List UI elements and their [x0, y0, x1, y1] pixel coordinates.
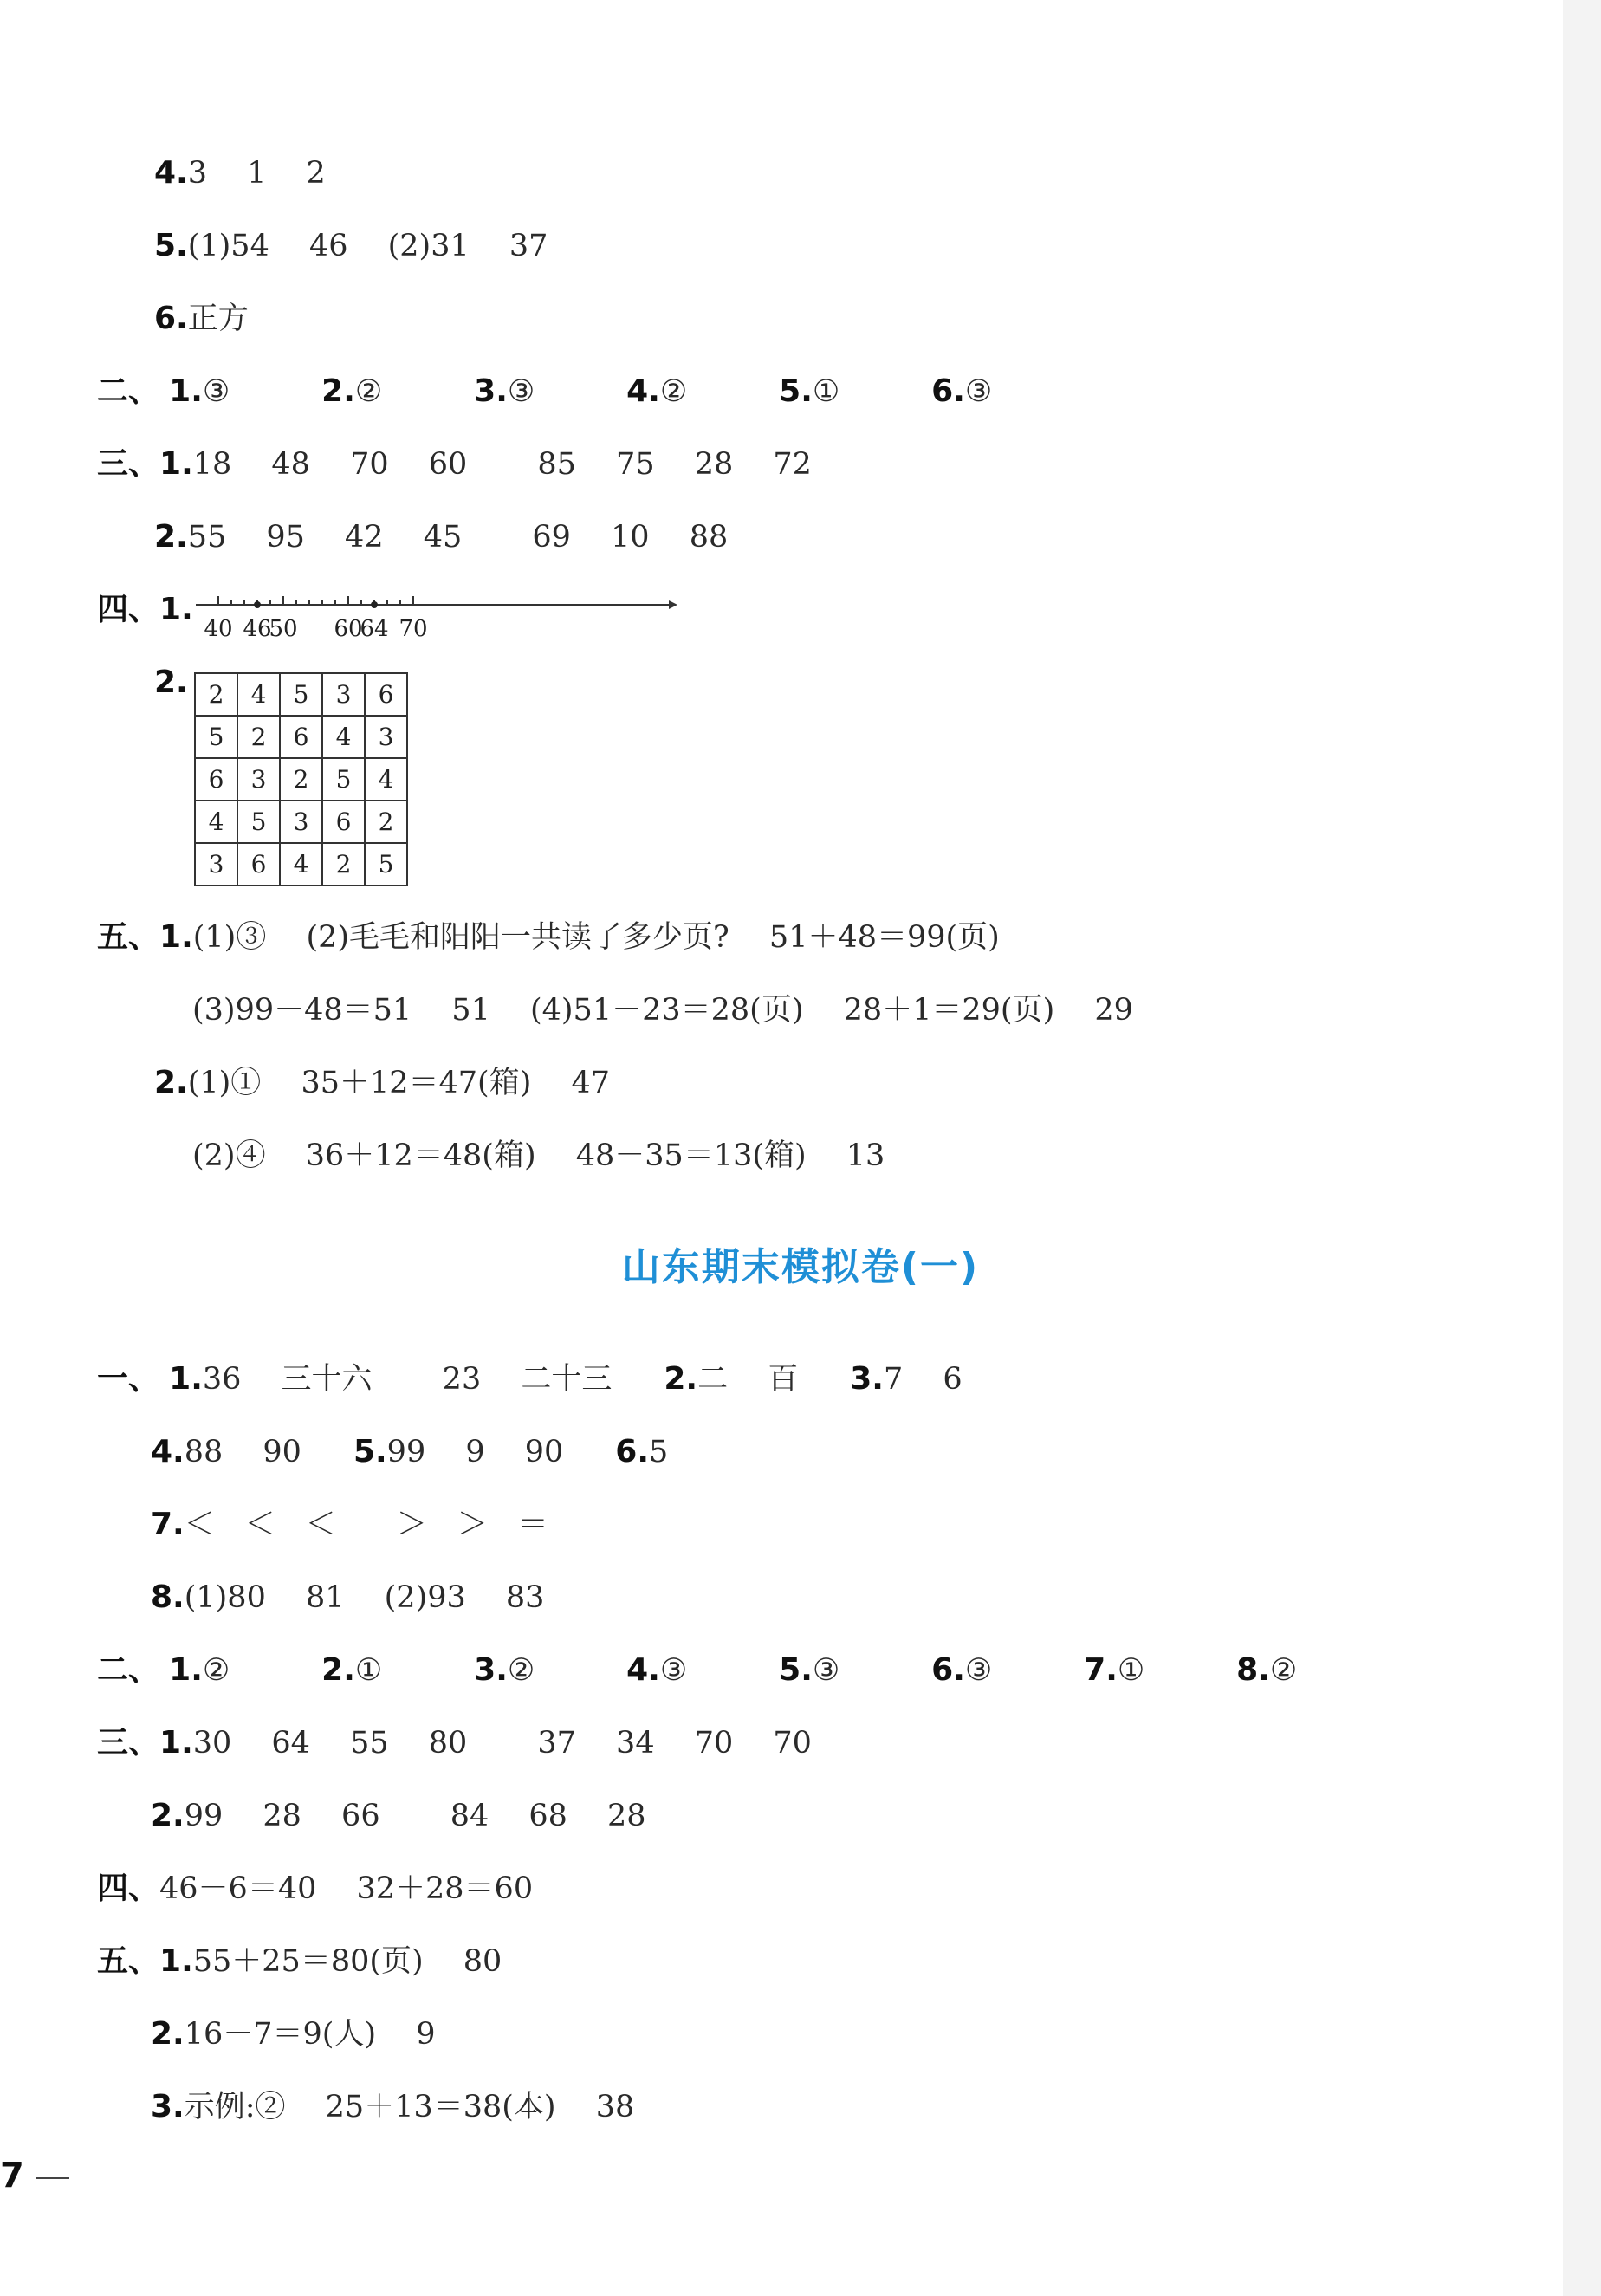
question-number: 2. [154, 1065, 188, 1100]
grid-row [195, 758, 407, 801]
grid-cell: 4 [280, 843, 322, 885]
answer-text: ③ [812, 1653, 840, 1688]
answer-line [97, 1716, 812, 1771]
answer-item [779, 364, 931, 419]
answer-line [97, 1861, 533, 1917]
question-number: 1. [159, 446, 193, 482]
answer-text: ① [812, 374, 840, 409]
grid-cell: 2 [322, 843, 365, 885]
grid-cell: 6 [365, 673, 407, 716]
question-number: 5. [779, 1652, 813, 1688]
answer-text: ② [202, 1653, 230, 1688]
answer-item [664, 1352, 798, 1407]
number-grid [194, 672, 408, 886]
question-number: 5. [353, 1434, 387, 1469]
question-number: 5. [154, 228, 188, 263]
question-number: 2. [151, 1798, 185, 1833]
answer-text: 16－7＝9(人) 9 [184, 2017, 436, 2052]
number-line-ticks [204, 596, 427, 642]
answer-text: ① [1117, 1653, 1145, 1688]
answer-line [154, 218, 548, 274]
question-number: 6. [154, 301, 188, 336]
answer-text: ③ [202, 374, 230, 409]
grid-cell: 5 [237, 801, 280, 843]
question-number: 1. [159, 919, 193, 955]
question-number: 8. [1236, 1652, 1270, 1688]
answer-text: ③ [507, 374, 535, 409]
question-number: 2. [321, 373, 355, 409]
question-number: 6. [931, 1652, 965, 1688]
answer-line [97, 1934, 502, 1989]
answer-text: 55 95 42 45 69 10 88 [187, 520, 729, 555]
answer-text: 5 [649, 1435, 669, 1469]
answer-item [1236, 1643, 1389, 1698]
question-number: 2. [154, 519, 188, 555]
number-line-label: 50 [269, 616, 298, 642]
answer-text: 7 6 [883, 1362, 963, 1397]
question-number: 4. [151, 1434, 185, 1469]
section-heading: 二、 [97, 1652, 160, 1688]
question-number: 4. [626, 373, 660, 409]
question-number: 7. [1084, 1652, 1118, 1688]
answer-item [931, 364, 1084, 419]
question-number: 7. [151, 1507, 185, 1542]
grid-cell: 5 [322, 758, 365, 801]
grid-cell: 2 [280, 758, 322, 801]
choice-list [169, 374, 1084, 409]
question-number: 1. [159, 1943, 193, 1979]
question-number: 2. [321, 1652, 355, 1688]
number-line-point [371, 601, 378, 608]
number-line [194, 582, 679, 643]
section-heading: 三、 [97, 1725, 160, 1761]
section-title: 山东期末模拟卷(一) [621, 1245, 980, 1289]
answer-item [626, 1643, 779, 1698]
answer-line [192, 1128, 885, 1184]
question-number: 3. [474, 1652, 508, 1688]
grid-row [195, 801, 407, 843]
answer-line [154, 509, 728, 565]
answer-item [321, 364, 474, 419]
answer-text: 二 百 [697, 1362, 799, 1397]
answer-text: ② [659, 374, 688, 409]
section-heading: 五、 [97, 919, 160, 955]
grid-cell: 6 [237, 843, 280, 885]
grid-cell: 6 [322, 801, 365, 843]
answer-text: (3)99－48＝51 51 (4)51－23＝28(页) 28＋1＝29(页) 29 [192, 993, 1133, 1028]
question-number: 1. [169, 1652, 203, 1688]
grid-cell: 5 [365, 843, 407, 885]
answer-text: 30 64 55 80 37 34 70 70 [192, 1726, 812, 1761]
answer-line [151, 1497, 548, 1553]
question-number: 6. [931, 373, 965, 409]
answer-line [151, 1424, 668, 1480]
answer-line [151, 2007, 436, 2062]
answer-line [97, 1643, 1389, 1698]
grid-cell: 3 [195, 843, 237, 885]
answer-item [850, 1352, 962, 1407]
question-number: 3. [474, 373, 508, 409]
answer-text: (1)① 35＋12＝47(箱) 47 [187, 1066, 611, 1100]
arrow-icon [669, 600, 677, 609]
grid-cell: 3 [365, 716, 407, 758]
answer-line [97, 364, 1084, 419]
grid-cell: 6 [195, 758, 237, 801]
answer-line [154, 291, 249, 347]
answer-text: 55＋25＝80(页) 80 [192, 1944, 502, 1979]
grid-row [195, 843, 407, 885]
answer-item [931, 1643, 1084, 1698]
question-number: 3. [850, 1361, 884, 1397]
answer-text: ③ [964, 1653, 993, 1688]
grid-cell: 4 [365, 758, 407, 801]
answer-text: ① [354, 1653, 383, 1688]
answer-text: 46－6＝40 32＋28＝60 [159, 1871, 534, 1906]
answer-item [615, 1424, 668, 1480]
answer-text: (1)80 81 (2)93 83 [184, 1580, 545, 1615]
section-heading: 一、 [97, 1361, 160, 1397]
answer-text: ＜ ＜ ＜ ＞ ＞ ＝ [184, 1508, 548, 1542]
question-number: 2. [154, 665, 188, 700]
answer-text: 3 1 2 [187, 156, 326, 191]
section-heading: 四、 [97, 592, 160, 627]
question-number: 1. [169, 1361, 203, 1397]
question-number: 8. [151, 1579, 185, 1615]
answer-item [1084, 1643, 1236, 1698]
answer-line [154, 146, 326, 201]
grid-cell: 6 [280, 716, 322, 758]
grid-cell: 3 [237, 758, 280, 801]
answer-item [474, 364, 626, 419]
answer-text: 18 48 70 60 85 75 28 72 [192, 447, 812, 482]
section-heading: 二、 [97, 373, 160, 409]
answer-item [474, 1643, 626, 1698]
grid-cell: 3 [322, 673, 365, 716]
answer-line [97, 582, 193, 638]
grid-row [195, 673, 407, 716]
answer-text: ② [354, 374, 383, 409]
answer-line [154, 1055, 610, 1111]
grid-row [195, 716, 407, 758]
grid-cell: 4 [322, 716, 365, 758]
page-edge-shadow [1563, 0, 1601, 2296]
answer-line [192, 983, 1133, 1038]
answer-text: (1)③ (2)毛毛和阳阳一共读了多少页? 51＋48＝99(页) [192, 920, 1000, 955]
answer-item [169, 1643, 321, 1698]
question-number: 3. [151, 2089, 185, 2124]
grid-cell: 5 [195, 716, 237, 758]
section-heading: 三、 [97, 446, 160, 482]
answer-text: ③ [659, 1653, 688, 1688]
answer-text: ② [507, 1653, 535, 1688]
answer-text: 99 28 66 84 68 28 [184, 1799, 646, 1833]
number-line-label: 60 [334, 616, 363, 642]
number-line-point [254, 601, 261, 608]
page-number-dash [36, 2177, 69, 2179]
question-number: 4. [154, 155, 188, 191]
section-heading: 四、 [97, 1871, 160, 1906]
answer-line [97, 1352, 963, 1407]
answer-item [169, 1352, 612, 1407]
grid-cell: 2 [195, 673, 237, 716]
choice-list [169, 1653, 1389, 1688]
question-number: 4. [626, 1652, 660, 1688]
number-line-label: 70 [399, 616, 428, 642]
answer-text: 36 三十六 23 二十三 [202, 1362, 613, 1397]
answer-group [151, 1435, 668, 1469]
answer-line [151, 2079, 634, 2135]
answer-line [97, 437, 812, 492]
number-line-label: 64 [360, 616, 389, 642]
grid-cell: 4 [195, 801, 237, 843]
answer-item [353, 1424, 563, 1480]
answer-line [151, 1788, 646, 1844]
answer-line [151, 1570, 544, 1625]
grid-cell: 3 [280, 801, 322, 843]
grid-cell: 5 [280, 673, 322, 716]
grid-cell: 2 [365, 801, 407, 843]
number-line-label: 40 [204, 616, 233, 642]
answer-text: 88 90 [184, 1435, 301, 1469]
question-number: 5. [779, 373, 813, 409]
answer-item [151, 1424, 301, 1480]
answer-group [169, 1362, 962, 1397]
answer-item [321, 1643, 474, 1698]
question-number: 2. [664, 1361, 698, 1397]
answer-text: ③ [964, 374, 993, 409]
answer-text: (1)54 46 (2)31 37 [187, 229, 548, 263]
answer-text: 99 9 90 [386, 1435, 564, 1469]
question-number: 6. [615, 1434, 649, 1469]
answer-line [154, 655, 188, 710]
grid-cell: 4 [237, 673, 280, 716]
answer-item [626, 364, 779, 419]
answer-text: 示例:② 25＋13＝38(本) 38 [184, 2090, 635, 2124]
number-line-label: 46 [243, 616, 272, 642]
section-heading: 五、 [97, 1943, 160, 1979]
answer-line [97, 910, 1000, 965]
answer-text: 正方 [187, 302, 249, 336]
question-number: 1. [169, 373, 203, 409]
answer-text: ② [1269, 1653, 1298, 1688]
answer-item [169, 364, 321, 419]
question-number: 2. [151, 2016, 185, 2052]
answer-text: (2)④ 36＋12＝48(箱) 48－35＝13(箱) 13 [192, 1138, 885, 1173]
question-number: 1. [159, 1725, 193, 1761]
question-number: 1. [159, 592, 193, 627]
answer-item [779, 1643, 931, 1698]
page-number: 7 [0, 2156, 24, 2195]
grid-cell: 2 [237, 716, 280, 758]
